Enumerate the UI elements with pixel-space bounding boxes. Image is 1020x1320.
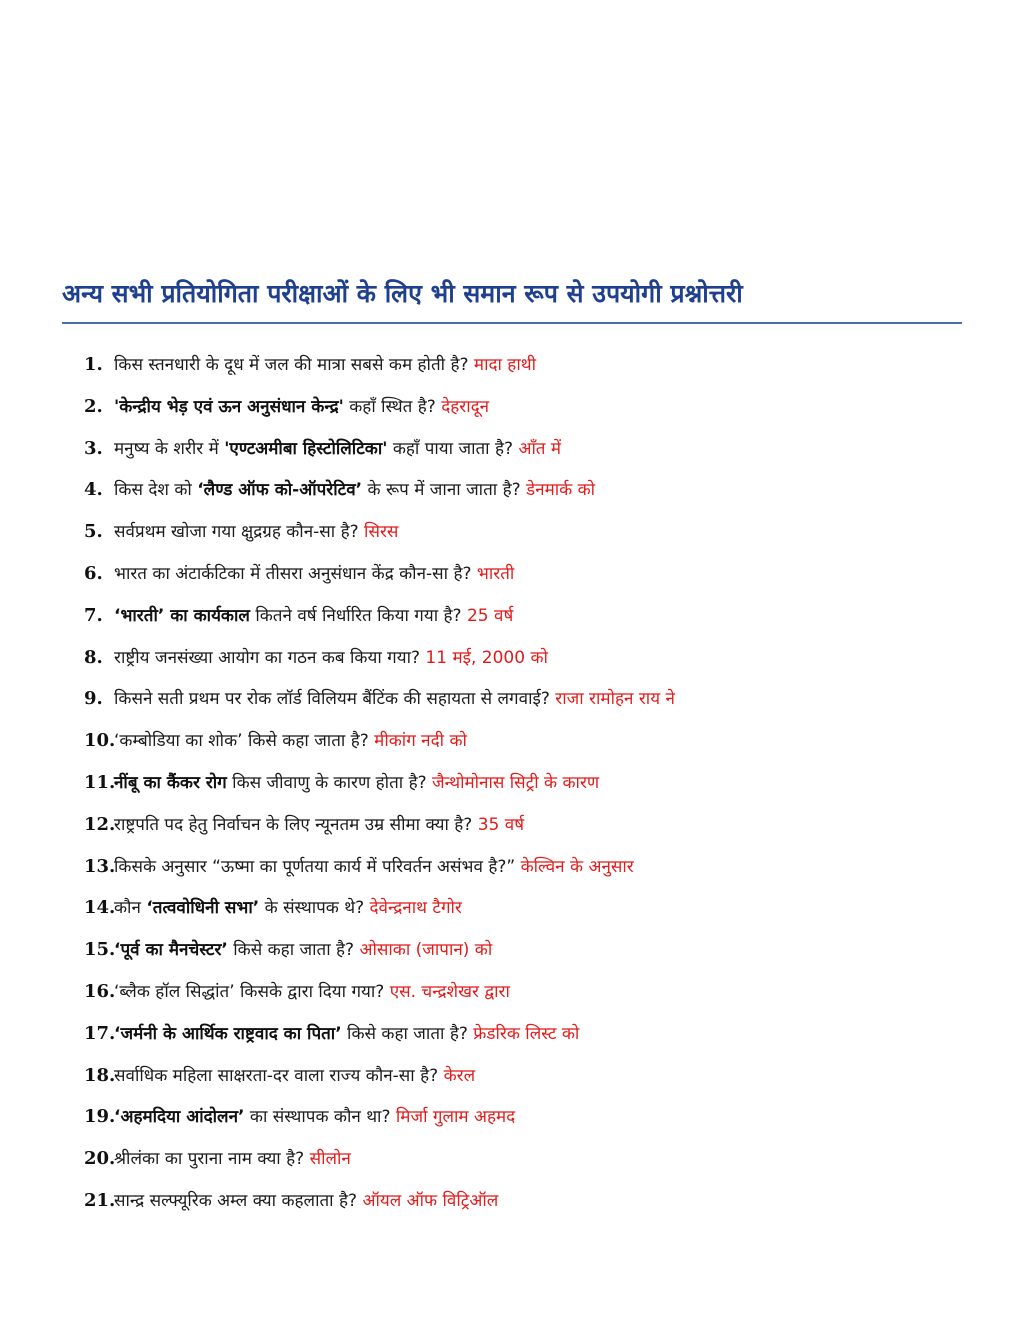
question-item xyxy=(84,726,984,768)
answer-text: देवेन्द्रनाथ टैगोर xyxy=(369,898,462,919)
question-item xyxy=(84,1102,984,1144)
question-text-continued: कितने वर्ष निर्धारित किया गया है? xyxy=(249,605,467,626)
question-number: 13. xyxy=(84,855,116,877)
question-text: ‘ब्लैक हॉल सिद्धांत’ किसके द्वारा दिया गया? xyxy=(114,981,390,1002)
question-number: 5. xyxy=(84,521,103,543)
question-text: राष्ट्रपति पद हेतु निर्वाचन के लिए न्यूनतम उम्र सीमा क्या है? xyxy=(114,814,478,835)
answer-text: मिर्जा गुलाम अहमद xyxy=(395,1107,516,1128)
answer-text: देहरादून xyxy=(441,396,490,417)
question-text: किस देश को xyxy=(114,480,198,501)
question-number: 9. xyxy=(84,688,103,710)
question-emphasis: ‘जर्मनी के आर्थिक राष्ट्रवाद का पिता’ xyxy=(114,1023,342,1044)
question-emphasis: ‘लैण्ड ऑफ को-ऑपरेटिव’ xyxy=(197,480,363,501)
question-item xyxy=(84,1019,984,1061)
question-number: 17. xyxy=(84,1022,116,1044)
question-item xyxy=(84,1144,984,1186)
question-item xyxy=(84,1061,984,1103)
question-item xyxy=(84,350,984,392)
question-text: ‘कम्बोडिया का शोक’ किसे कहा जाता है? xyxy=(114,731,375,752)
question-item xyxy=(84,684,984,726)
question-item xyxy=(84,852,984,894)
question-item xyxy=(84,1186,984,1228)
question-number: 2. xyxy=(84,395,103,417)
question-text-continued: किस जीवाणु के कारण होता है? xyxy=(226,772,433,793)
question-text-continued: कहाँ स्थित है? xyxy=(343,396,442,417)
question-number: 3. xyxy=(84,437,103,459)
question-emphasis: नींबू का कैंकर रोग xyxy=(114,772,227,793)
question-text: सर्वप्रथम खोजा गया क्षुद्रग्रह कौन-सा है? xyxy=(114,522,365,543)
question-text: भारत का अंटार्कटिका में तीसरा अनुसंधान केंद्र कौन-सा है? xyxy=(114,563,477,584)
question-number: 16. xyxy=(84,980,116,1002)
question-item xyxy=(84,601,984,643)
question-number: 4. xyxy=(84,479,103,501)
answer-text: डेनमार्क को xyxy=(526,480,596,501)
question-number: 6. xyxy=(84,562,103,584)
answer-text: केल्विन के अनुसार xyxy=(520,856,634,877)
question-text-continued: कहाँ पाया जाता है? xyxy=(387,438,519,459)
question-item xyxy=(84,559,984,601)
question-text: किस स्तनधारी के दूध में जल की मात्रा सबसे कम होती है? xyxy=(114,355,474,375)
answer-text: भारती xyxy=(476,563,515,584)
answer-text: राजा रामोहन राय ने xyxy=(555,689,675,710)
question-text: सर्वाधिक महिला साक्षरता-दर वाला राज्य कौन-सा है? xyxy=(114,1065,444,1086)
question-text: मनुष्य के शरीर में xyxy=(114,438,225,459)
question-text: सान्द्र सल्फ्यूरिक अम्ल क्या कहलाता है? xyxy=(114,1190,363,1211)
answer-text: सीलोन xyxy=(309,1149,351,1170)
answer-text: मादा हाथी xyxy=(473,355,537,375)
question-number: 14. xyxy=(84,897,116,919)
question-text: किसने सती प्रथम पर रोक लॉर्ड विलियम बैंटिंक की सहायता से लगवाई? xyxy=(114,689,556,710)
question-text-continued: किसे कहा जाता है? xyxy=(227,940,360,961)
question-text: राष्ट्रीय जनसंख्या आयोग का गठन कब किया गया? xyxy=(114,647,426,668)
heading-divider xyxy=(62,322,962,324)
question-emphasis: ‘अहमदिया आंदोलन’ xyxy=(114,1107,245,1128)
question-item xyxy=(84,893,984,935)
question-item xyxy=(84,517,984,559)
question-text: किसके अनुसार “ऊष्मा का पूर्णतया कार्य में परिवर्तन असंभव है?” xyxy=(114,856,521,877)
question-text: कौन xyxy=(114,898,147,919)
question-number: 1. xyxy=(84,354,103,375)
question-emphasis: 'एण्टअमीबा हिस्टोलिटिका' xyxy=(224,438,388,459)
answer-text: ओसाका (जापान) को xyxy=(359,940,493,961)
page-heading: अन्य सभी प्रतियोगिता परीक्षाओं के लिए भी समान रूप से उपयोगी प्रश्नोत्तरी xyxy=(62,279,743,308)
question-number: 15. xyxy=(84,939,116,961)
question-number: 18. xyxy=(84,1064,116,1086)
question-number: 21. xyxy=(84,1189,116,1211)
answer-text: आँत में xyxy=(518,438,562,459)
answer-text: सिरस xyxy=(364,522,399,543)
answer-text: मीकांग नदी को xyxy=(374,731,467,752)
answer-text: 11 मई, 2000 को xyxy=(425,647,548,668)
question-item xyxy=(84,475,984,517)
question-item xyxy=(84,935,984,977)
question-number: 7. xyxy=(84,604,103,626)
answer-text: 25 वर्ष xyxy=(466,605,514,626)
question-number: 8. xyxy=(84,646,103,668)
question-item xyxy=(84,810,984,852)
question-number: 11. xyxy=(84,771,116,793)
question-number: 19. xyxy=(84,1106,116,1128)
answer-text: फ्रेडरिक लिस्ट को xyxy=(473,1023,580,1044)
question-item xyxy=(84,643,984,685)
answer-text: ऑयल ऑफ विट्रिऑल xyxy=(362,1190,499,1211)
question-number: 10. xyxy=(84,730,116,752)
answer-text: एस. चन्द्रशेखर द्वारा xyxy=(389,981,510,1002)
question-item xyxy=(84,768,984,810)
question-item xyxy=(84,392,984,434)
question-text-continued: किसे कहा जाता है? xyxy=(341,1023,474,1044)
question-item xyxy=(84,434,984,476)
question-emphasis: ‘तत्ववोधिनी सभा’ xyxy=(146,898,260,919)
question-item xyxy=(84,977,984,1019)
question-emphasis: ‘भारती’ का कार्यकाल xyxy=(114,605,250,626)
question-number: 20. xyxy=(84,1148,116,1170)
answer-text: जैन्थोमोनास सिट्री के कारण xyxy=(432,772,600,793)
question-text-continued: के रूप में जाना जाता है? xyxy=(362,480,527,501)
question-emphasis: ‘पूर्व का मैनचेस्टर’ xyxy=(114,940,228,961)
question-list xyxy=(84,350,984,1228)
question-text-continued: का संस्थापक कौन था? xyxy=(244,1107,396,1128)
question-number: 12. xyxy=(84,813,116,835)
answer-text: 35 वर्ष xyxy=(477,814,525,835)
question-text: श्रीलंका का पुराना नाम क्या है? xyxy=(114,1149,310,1170)
question-emphasis: 'केन्द्रीय भेड़ एवं ऊन अनुसंधान केन्द्र' xyxy=(114,396,344,417)
question-text-continued: के संस्थापक थे? xyxy=(259,898,370,919)
answer-text: केरल xyxy=(443,1065,476,1086)
